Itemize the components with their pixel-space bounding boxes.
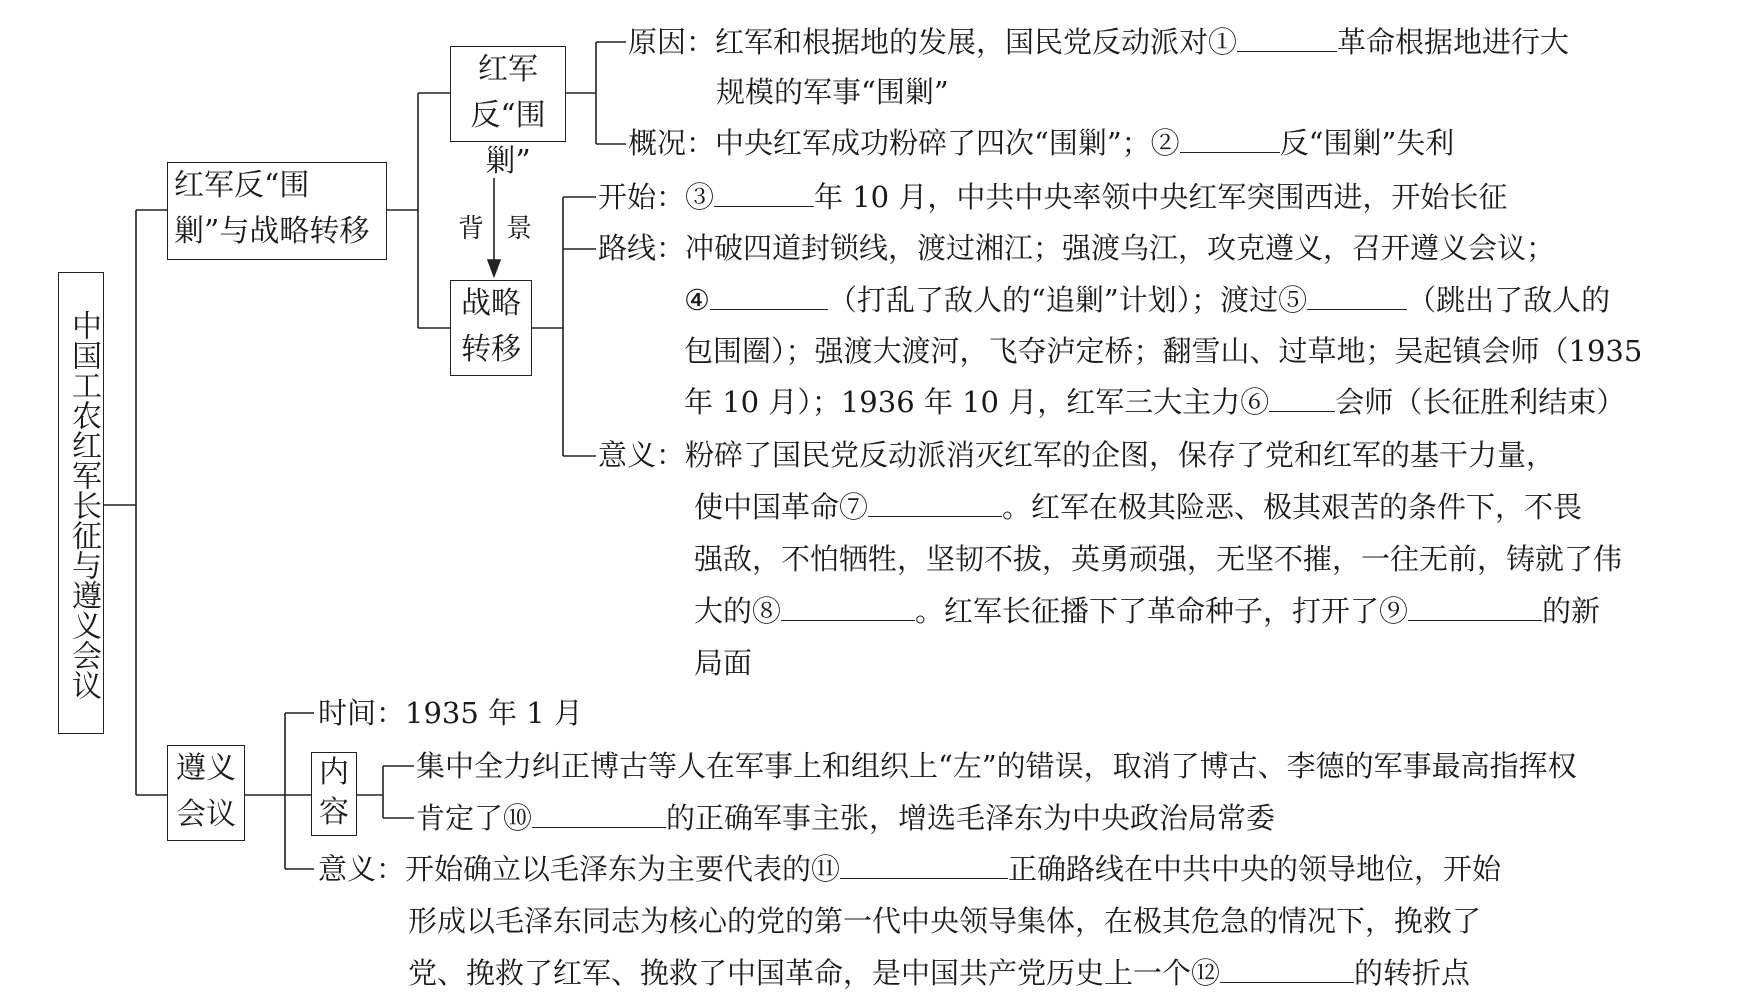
route-l4b: 会师（长征胜利结束） xyxy=(1335,385,1626,419)
blank-4 xyxy=(710,279,828,310)
meaning2-line-1 xyxy=(318,846,1501,892)
route-l2a: ④ xyxy=(684,283,710,317)
blank-2 xyxy=(1180,122,1280,153)
branch-red-army-transfer-label: 红军反“围剿”与战略转移 xyxy=(174,168,370,249)
reason-line-1 xyxy=(628,19,1569,65)
meaning1-l2b: 。红军在极其险恶、极其艰苦的条件下，不畏 xyxy=(1002,490,1583,524)
time-line: 时间：1935 年 1 月 xyxy=(318,696,583,730)
meaning2-l3b: 的转折点 xyxy=(1354,956,1471,990)
route-line-4 xyxy=(684,379,1625,425)
overview-line xyxy=(628,120,1454,166)
blank-1 xyxy=(1237,21,1337,52)
meaning2-l1a: 意义：开始确立以毛泽东为主要代表的⑪ xyxy=(318,852,841,886)
reason-suffix: 革命根据地进行大 xyxy=(1337,25,1570,59)
overview-suffix: 反“围剿”失利 xyxy=(1279,126,1455,160)
blank-12 xyxy=(1220,952,1354,983)
branch-zunyi-meeting xyxy=(167,745,245,841)
content-node xyxy=(311,752,357,836)
root-node: 中国工农红军长征与遵义会议 xyxy=(58,272,104,734)
content-l2a: 肯定了⑩ xyxy=(416,801,533,835)
background-label-2: 景 xyxy=(506,214,533,244)
meaning1-line-1: 意义：粉碎了国民党反动派消灭红军的企图，保存了党和红军的基干力量， xyxy=(598,438,1556,472)
reason-line-2: 规模的军事“围剿” xyxy=(716,75,949,109)
start-suffix: 年 10 月，中共中央率领中央红军突围西进，开始长征 xyxy=(814,180,1508,214)
meaning2-line-2: 形成以毛泽东同志为核心的党的第一代中央领导集体，在极其危急的情况下，挽救了 xyxy=(408,904,1482,938)
reason-prefix: 原因：红军和根据地的发展，国民党反动派对① xyxy=(628,25,1238,59)
meaning2-line-3 xyxy=(408,950,1470,996)
branch-zunyi-meeting-label: 遵义会议 xyxy=(176,751,236,832)
route-line-1: 路线：冲破四道封锁线，渡过湘江；强渡乌江，攻克遵义，召开遵义会议； xyxy=(598,231,1556,265)
start-prefix: 开始：③ xyxy=(598,180,715,214)
meaning1-l4a: 大的⑧ xyxy=(694,594,782,628)
blank-5 xyxy=(1307,279,1407,310)
route-l2c: （跳出了敌人的 xyxy=(1407,283,1611,317)
route-l4a: 年 10 月）；1936 年 10 月，红军三大主力⑥ xyxy=(684,385,1270,419)
meaning1-l2a: 使中国革命⑦ xyxy=(694,490,869,524)
content-line-1: 集中全力纠正博古等人在军事上和组织上“左”的错误，取消了博古、李德的军事最高指挥权 xyxy=(416,749,1577,783)
blank-9 xyxy=(1408,590,1542,621)
content-line-2 xyxy=(416,795,1275,841)
content-node-label: 内容 xyxy=(319,755,349,830)
blank-10 xyxy=(532,797,666,828)
sub-anti-encirclement-label: 红军反“围剿” xyxy=(470,52,546,179)
content-l2b: 的正确军事主张，增选毛泽东为中央政治局常委 xyxy=(666,801,1276,835)
blank-3 xyxy=(714,176,814,207)
meaning1-line-4 xyxy=(694,588,1600,634)
background-arrow xyxy=(488,178,500,276)
sub-strategic-transfer xyxy=(450,280,532,376)
meaning2-l1b: 正确路线在中共中央的领导地位，开始 xyxy=(1008,852,1502,886)
meaning1-l4c: 的新 xyxy=(1542,594,1601,628)
start-line xyxy=(598,174,1507,220)
blank-6 xyxy=(1269,381,1335,412)
overview-prefix: 概况：中央红军成功粉碎了四次“围剿”；② xyxy=(628,126,1180,160)
branch-red-army-transfer xyxy=(167,162,387,260)
meaning2-l3a: 党、挽救了红军、挽救了中国革命，是中国共产党历史上一个⑫ xyxy=(408,956,1221,990)
sub-strategic-transfer-label: 战略转移 xyxy=(461,286,521,367)
meaning1-line-5: 局面 xyxy=(694,646,753,680)
route-l2b: （打乱了敌人的“追剿”计划）；渡过⑤ xyxy=(828,283,1308,317)
route-line-3: 包围圈）；强渡大渡河，飞夺泸定桥；翻雪山、过草地；吴起镇会师（1935 xyxy=(684,334,1643,368)
meaning1-l4b: 。红军长征播下了革命种子，打开了⑨ xyxy=(915,594,1409,628)
blank-11 xyxy=(840,848,1008,879)
sub-anti-encirclement xyxy=(450,46,566,179)
route-line-2 xyxy=(684,277,1610,323)
blank-7 xyxy=(868,486,1002,517)
meaning1-line-2 xyxy=(694,484,1582,530)
blank-8 xyxy=(781,590,915,621)
meaning1-line-3: 强敌，不怕牺牲，坚韧不拔，英勇顽强，无坚不摧，一往无前，铸就了伟 xyxy=(694,542,1623,576)
background-label-1: 背 xyxy=(458,214,485,244)
